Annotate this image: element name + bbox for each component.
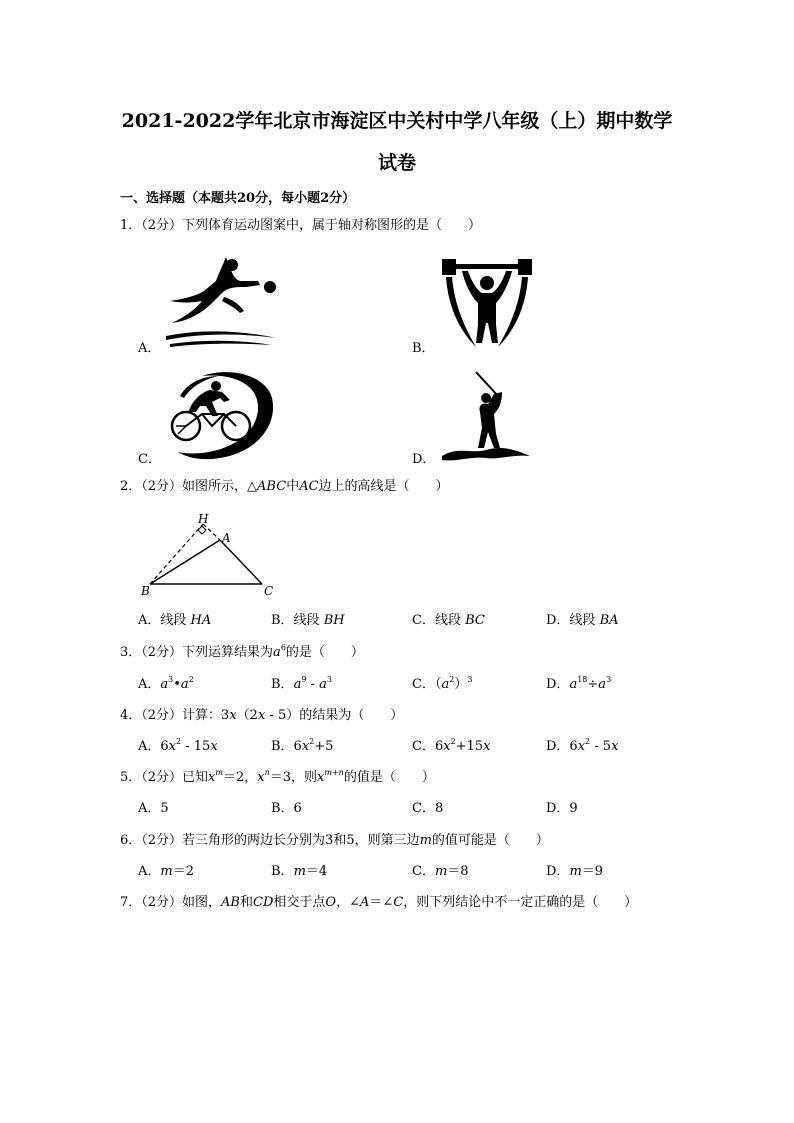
q5-option-b: B．6	[271, 801, 302, 816]
golfer-figure-image	[438, 368, 534, 464]
q3-option-d: D．$a^{18}\div a^3$	[546, 675, 612, 692]
q4-option-b: B．$6x^2+5$	[271, 737, 334, 754]
q4-option-c: C．$6x^2+15x$	[412, 737, 491, 754]
q2-option-a: A．线段 HA	[138, 613, 212, 628]
q2-option-b: B．线段 BH	[271, 613, 345, 628]
label-a: A	[222, 531, 231, 545]
q4-option-a: A．$6x^2 - 15x$	[138, 737, 218, 754]
q2-option-d: D．线段 BA	[546, 613, 619, 628]
label-b: B	[141, 584, 150, 598]
label-h: H	[198, 512, 209, 526]
q3-option-b: B．$a^9 - a^3$	[271, 675, 332, 692]
triangle-abc-diagram	[136, 506, 282, 598]
q1-option-a: A．	[138, 341, 161, 356]
volleyball-figure-image	[160, 253, 282, 348]
question-7: 7．（2分）如图，AB和CD相交于点O，∠A＝∠C，则下列结论中不一定正确的是（ ）	[120, 895, 638, 910]
q6-option-a: A．m＝2	[138, 864, 194, 879]
question-2: 2．（2分）如图所示，△ABC中AC边上的高线是（ ）	[120, 479, 449, 494]
question-4: 4．（2分）计算：3x（2x - 5）的结果为（ ）	[120, 708, 404, 723]
q4-option-d: D．$6x^2 - 5x$	[546, 737, 619, 754]
label-c: C	[264, 584, 274, 598]
page-title-line2: 试卷	[377, 152, 416, 174]
question-1: 1．（2分）下列体育运动图案中，属于轴对称图形的是（ ）	[120, 218, 482, 233]
question-3: 3．（2分）下列运算结果为$a^6$的是（ ）	[120, 643, 364, 660]
q6-option-c: C．m＝8	[412, 864, 469, 879]
q5-option-d: D．9	[546, 801, 578, 816]
question-5: 5．（2分）已知$x^m=2$，$x^n=3$，则$x^{m+n}$的值是（ ）	[120, 768, 435, 785]
q3-option-c: C．$(a^2)^3$	[412, 675, 473, 692]
page-title: 2021-2022学年北京市海淀区中关村中学八年级（上）期中数学	[121, 110, 673, 132]
section-heading: 一、选择题（本题共20分，每小题2分）	[120, 191, 356, 206]
q5-option-a: A．5	[138, 801, 169, 816]
q1-option-b: B．	[412, 341, 435, 356]
q6-option-d: D．m＝9	[546, 864, 604, 879]
q6-option-b: B．m＝4	[271, 864, 328, 879]
q2-option-c: C．线段 BC	[412, 613, 485, 628]
weightlifter-figure-image	[438, 253, 536, 351]
question-6: 6．（2分）若三角形的两边长分别为3和5，则第三边m的值可能是（ ）	[120, 833, 549, 848]
q1-option-c: C．	[138, 452, 161, 467]
q1-option-d: D．	[412, 452, 436, 467]
q3-option-a: A．$a^3•a^2$	[138, 675, 194, 692]
cyclist-figure-image	[162, 368, 278, 464]
q5-option-c: C．8	[412, 801, 444, 816]
